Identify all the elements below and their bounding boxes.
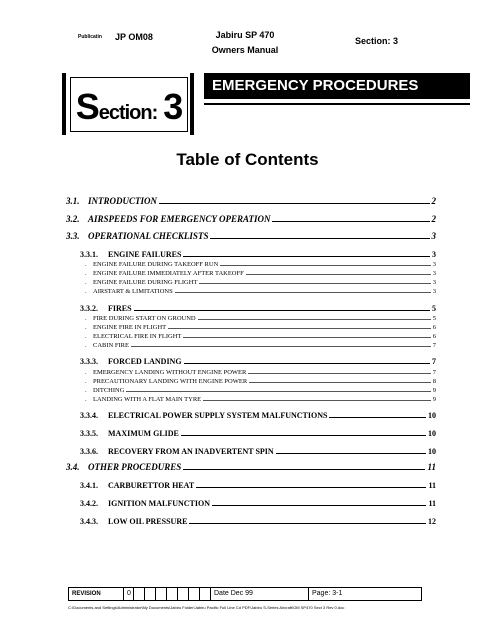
page-number: Page: 3-1 [312, 590, 343, 597]
toc-entry-label: OTHER PROCEDURES [88, 462, 182, 472]
revision-cell-blank [189, 588, 200, 600]
toc-entry[interactable] [80, 250, 436, 259]
revision-date: Date Dec 99 [211, 588, 309, 600]
header-section: Section: 3 [355, 36, 399, 46]
toc-entry-label: FIRE DURING START ON GROUND [93, 315, 196, 322]
section-word: ection: [98, 102, 158, 124]
toc-entry-number: 3.3.4. [80, 411, 98, 420]
revision-cell-blank [167, 588, 178, 600]
revision-cell-blank [178, 588, 189, 600]
revision-cell-blank [134, 588, 145, 600]
toc-leader-line [276, 453, 426, 454]
toc-leader-line [183, 337, 430, 338]
document-title-line2: Owners Manual [211, 45, 279, 55]
toc-entry-number: . [85, 333, 87, 340]
revision-value: 0 [124, 588, 134, 600]
toc-entry-number: . [85, 288, 87, 295]
toc-entry-page: 5 [432, 315, 436, 322]
toc-entry-label: MAXIMUM GLIDE [108, 429, 179, 438]
toc-entry-label: ENGINE FAILURE IMMEDIATELY AFTER TAKEOFF [93, 270, 244, 277]
toc-entry[interactable] [80, 447, 436, 456]
footer-table [68, 587, 422, 601]
toc-entry-page: 3 [431, 231, 436, 241]
toc-entry[interactable] [85, 387, 436, 394]
toc-leader-line [181, 435, 426, 436]
toc-entry-page: 7 [432, 369, 436, 376]
toc-leader-line [196, 487, 426, 488]
toc-entry-number: 3.3. [66, 231, 80, 241]
chapter-banner: EMERGENCY PROCEDURES [204, 73, 470, 99]
toc-entry[interactable] [80, 481, 436, 490]
toc-entry-page: 7 [432, 342, 436, 349]
toc-entry-label: ENGINE FIRE IN FLIGHT [93, 324, 167, 331]
toc-entry[interactable] [85, 270, 436, 277]
toc-entry-label: FORCED LANDING [108, 357, 182, 366]
toc-leader-line [126, 391, 430, 392]
toc-leader-line [198, 319, 431, 320]
toc-entry-number: 3.2. [66, 214, 80, 224]
toc-leader-line [199, 283, 430, 284]
toc-entry[interactable] [85, 288, 436, 295]
toc-entry[interactable] [80, 304, 436, 313]
section-box-frame [70, 77, 188, 132]
toc-entry-page: 6 [432, 324, 436, 331]
toc-entry-label: ENGINE FAILURES [108, 250, 182, 259]
toc-entry-label: ENGINE FAILURE DURING TAKEOFF RUN [93, 261, 219, 268]
toc-entry-label: CARBURETTOR HEAT [108, 481, 195, 490]
toc-entry-page: 2 [431, 196, 436, 206]
toc-leader-line [168, 328, 431, 329]
revision-cell-blank [145, 588, 156, 600]
toc-entry-page: 3 [432, 250, 436, 259]
toc-entry-number: 3.3.5. [80, 429, 98, 438]
toc-entry-label: FIRES [108, 304, 132, 313]
toc-entry-label: AIRSTART & LIMITATIONS [93, 288, 173, 295]
toc-entry-page: 10 [428, 447, 436, 456]
toc-entry-number: . [85, 279, 87, 286]
toc-entry-label: PRECAUTIONARY LANDING WITH ENGINE POWER [93, 378, 248, 385]
section-box-left-bar [62, 73, 66, 135]
toc-entry-label: OPERATIONAL CHECKLISTS [88, 231, 209, 241]
toc-title: Table of Contents [176, 150, 319, 169]
toc-entry-label: ENGINE FAILURE DURING FLIGHT [93, 279, 198, 286]
toc-entry-label: DITCHING [93, 387, 125, 394]
toc-entry[interactable] [80, 357, 436, 366]
toc-leader-line [203, 400, 431, 401]
toc-entry[interactable] [85, 333, 436, 340]
toc-entry[interactable] [66, 462, 436, 472]
toc-entry-page: 11 [428, 481, 436, 490]
toc-entry-number: 3.3.6. [80, 447, 98, 456]
toc-entry[interactable] [85, 324, 436, 331]
toc-entry-page: 11 [428, 499, 436, 508]
toc-leader-line [272, 221, 429, 222]
publication-label: Publicatin [78, 34, 102, 40]
toc-entry[interactable] [85, 315, 436, 322]
toc-entry-number: . [85, 270, 87, 277]
toc-entry[interactable] [85, 261, 436, 268]
toc-leader-line [175, 292, 431, 293]
toc-entry-page: 9 [432, 396, 436, 403]
toc-leader-line [131, 346, 431, 347]
toc-entry-number: . [85, 378, 87, 385]
toc-entry[interactable] [85, 369, 436, 376]
toc-entry-label: LANDING WITH A FLAT MAIN TYRE [93, 396, 202, 403]
toc-entry-number: 3.4.1. [80, 481, 98, 490]
toc-leader-line [329, 417, 426, 418]
toc-entry-page: 12 [428, 517, 436, 526]
toc-leader-line [183, 256, 430, 257]
section-letter: S [75, 86, 99, 127]
document-title-line1: Jabiru SP 470 [215, 30, 275, 40]
toc-entry-page: 6 [432, 333, 436, 340]
toc-entry-number: . [85, 342, 87, 349]
toc-entry-number: . [85, 261, 87, 268]
toc-leader-line [159, 203, 429, 204]
toc-entry-page: 5 [432, 304, 436, 313]
toc-entry-page: 11 [427, 462, 436, 472]
toc-entry-page: 8 [432, 378, 436, 385]
toc-entry-page: 2 [431, 214, 436, 224]
toc-entry-number: . [85, 396, 87, 403]
toc-entry[interactable] [80, 411, 436, 420]
toc-entry-number: . [85, 387, 87, 394]
toc-entry-page: 10 [428, 429, 436, 438]
publication-number: JP OM08 [115, 32, 153, 42]
toc-entry-number: . [85, 369, 87, 376]
toc-entry[interactable] [85, 279, 436, 286]
toc-entry[interactable] [80, 499, 436, 508]
toc-leader-line [210, 238, 429, 239]
toc-entry-number: 3.4. [66, 462, 80, 472]
file-path: C:\Documents and Settings\Administrator\My Documents\Jabiru Folder\Jabiru Pacific Full Line Cd PDF\Jabiru S-Series Aircraft\OM SP470 Sect 3 Rev 0.doc [68, 605, 345, 610]
toc-entry-label: RECOVERY FROM AN INADVERTENT SPIN [108, 447, 274, 456]
toc-entry-number: 3.3.1. [80, 250, 98, 259]
toc-entry[interactable] [80, 429, 436, 438]
toc-leader-line [246, 274, 431, 275]
toc-leader-line [220, 265, 430, 266]
toc-leader-line [184, 363, 430, 364]
toc-entry[interactable] [85, 396, 436, 403]
toc-entry-page: 3 [432, 288, 436, 295]
toc-entry-number: 3.1. [66, 196, 80, 206]
toc-entry-page: 7 [432, 357, 436, 366]
revision-cell-blank [156, 588, 167, 600]
toc-leader-line [134, 310, 430, 311]
toc-entry[interactable] [85, 378, 436, 385]
toc-entry-label: EMERGENCY LANDING WITHOUT ENGINE POWER [93, 369, 247, 376]
toc-entry[interactable] [80, 517, 436, 526]
toc-entry-number: . [85, 324, 87, 331]
toc-entry-page: 9 [432, 387, 436, 394]
revision-label: REVISION [69, 588, 124, 600]
toc-leader-line [189, 523, 426, 524]
revision-cell-blank [200, 588, 211, 600]
toc-entry-label: INTRODUCTION [88, 196, 158, 206]
toc-entry-number: 3.4.3. [80, 517, 98, 526]
toc-entry-number: 3.3.3. [80, 357, 98, 366]
section-number: 3 [163, 86, 183, 127]
toc-entry[interactable] [66, 196, 436, 206]
toc-entry-number: 3.4.2. [80, 499, 98, 508]
toc-entry-label: LOW OIL PRESSURE [108, 517, 188, 526]
toc-entry-label: IGNITION MALFUNCTION [108, 499, 211, 508]
toc-entry-number: 3.3.2. [80, 304, 98, 313]
section-box-text [71, 86, 187, 128]
toc-entry-label: AIRSPEEDS FOR EMERGENCY OPERATION [88, 214, 271, 224]
toc-leader-line [183, 469, 425, 470]
toc-entry[interactable] [66, 231, 436, 241]
toc-entry[interactable] [85, 342, 436, 349]
toc-entry-page: 3 [432, 279, 436, 286]
section-box-right-bar [190, 73, 194, 135]
toc-entry-label: ELECTRICAL FIRE IN FLIGHT [93, 333, 182, 340]
toc-entry-page: 3 [432, 261, 436, 268]
toc-entry-page: 10 [428, 411, 436, 420]
toc-entry-page: 3 [432, 270, 436, 277]
toc-entry-label: ELECTRICAL POWER SUPPLY SYSTEM MALFUNCTIONS [108, 411, 328, 420]
section-box [62, 73, 194, 135]
toc-leader-line [249, 382, 431, 383]
toc-entry[interactable] [66, 214, 436, 224]
toc-entry-number: . [85, 315, 87, 322]
toc-entry-label: CABIN FIRE [93, 342, 129, 349]
banner-underline [204, 103, 470, 105]
toc-leader-line [248, 373, 430, 374]
document-title [190, 28, 300, 58]
toc-leader-line [212, 505, 426, 506]
